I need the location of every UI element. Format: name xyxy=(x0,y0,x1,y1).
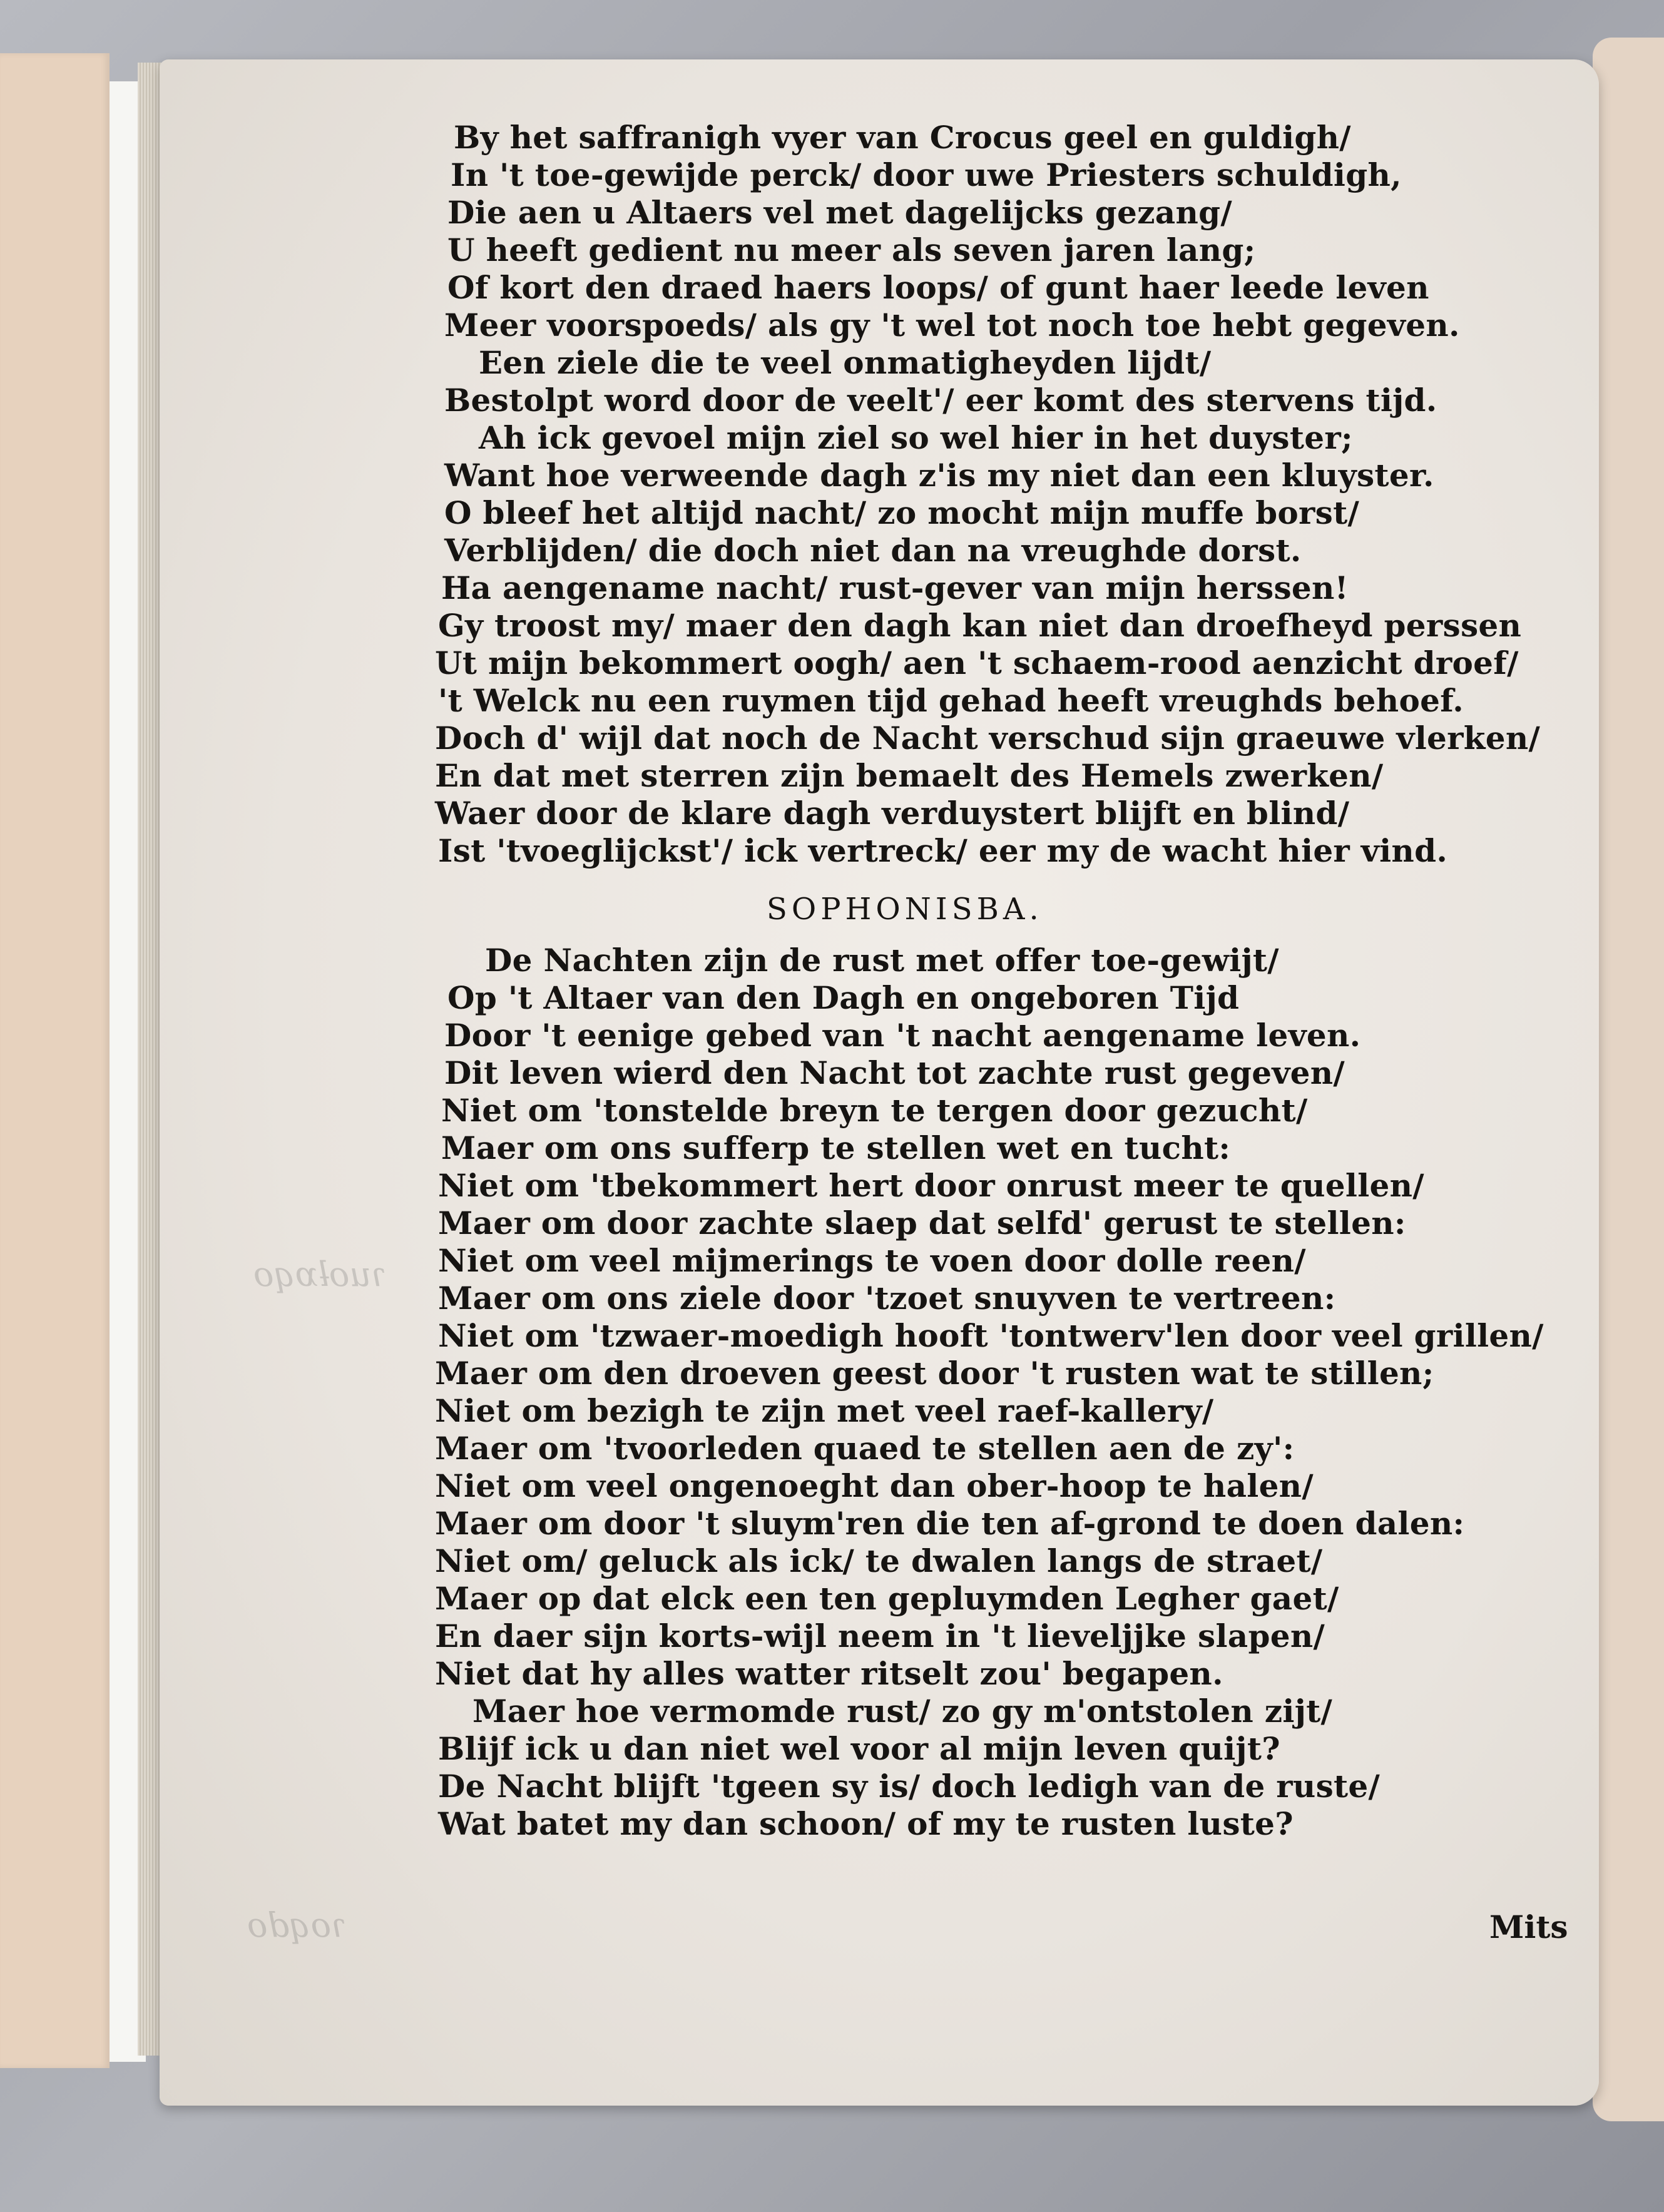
verse-line: Maer om den droeven geest door 't rusten wat te stillen; xyxy=(435,1355,1434,1392)
verse-line: Ist 'tvoeglijckst'/ ick vertreck/ eer my de wacht hier vind. xyxy=(438,832,1448,869)
verse-line: Niet om 'tonstelde breyn te tergen door gezucht/ xyxy=(441,1092,1308,1129)
verse-line: Die aen u Altaers vel met dagelijcks gezang/ xyxy=(447,194,1232,231)
verse-line: Maer om ons sufferp te stellen wet en tucht: xyxy=(441,1129,1231,1166)
verse-line: De Nachten zijn de rust met offer toe-gewijt/ xyxy=(485,942,1279,979)
verse-line: Meer voorspoeds/ als gy 't wel tot noch toe hebt gegeven. xyxy=(444,307,1460,344)
verse-line: Niet om veel mijmerings te voen door dolle reen/ xyxy=(438,1242,1306,1279)
verse-line: Maer om 'tvoorleden quaed te stellen aen de zy': xyxy=(435,1430,1295,1467)
verse-line: Niet dat hy alles watter ritselt zou' begapen. xyxy=(435,1655,1223,1692)
verse-line: Maer op dat elck een ten gepluymden Legher gaet/ xyxy=(435,1580,1339,1617)
verse-line: Maer om door 't sluym'ren die ten af-grond te doen dalen: xyxy=(435,1505,1465,1542)
verse-line: Maer om door zachte slaep dat selfd' gerust te stellen: xyxy=(438,1205,1406,1241)
verse-line: Maer hoe vermomde rust/ zo gy m'ontstolen zijt/ xyxy=(472,1693,1333,1730)
verse-line: Bestolpt word door de veelt'/ eer komt des stervens tijd. xyxy=(444,382,1437,419)
verse-line: Niet om bezigh te zijn met veel raef-kallery/ xyxy=(435,1392,1214,1429)
verse-line: By het saffranigh vyer van Crocus geel en guldigh/ xyxy=(454,119,1351,156)
verse-line: Ha aengename nacht/ rust-gever van mijn herssen! xyxy=(441,569,1349,606)
verse-line: Niet om/ geluck als ick/ te dwalen langs de straet/ xyxy=(435,1542,1323,1579)
book-page xyxy=(160,59,1599,2106)
verse-line: En dat met sterren zijn bemaelt des Hemels zwerken/ xyxy=(435,757,1384,794)
verse-line: Doch d' wijl dat noch de Nacht verschud sijn graeuwe vlerken/ xyxy=(435,720,1541,757)
verse-line: Een ziele die te veel onmatigheyden lijdt/ xyxy=(479,344,1212,381)
right-book-cover xyxy=(1593,38,1664,2121)
speaker-heading: SOPHONISBA. xyxy=(767,892,1043,927)
verse-line: Blijf ick u dan niet wel voor al mijn leven quijt? xyxy=(438,1730,1280,1767)
verse-line: Niet om veel ongenoeght dan ober-hoop te halen/ xyxy=(435,1467,1314,1504)
show-through-text: ɿoqdo xyxy=(247,1905,347,1945)
verse-line: Niet om 'tbekommert hert door onrust meer te quellen/ xyxy=(438,1167,1424,1204)
verse-line: Gy troost my/ maer den dagh kan niet dan droefheyd perssen xyxy=(438,607,1522,644)
catchword: Mits xyxy=(1489,1909,1568,1945)
verse-line: Of kort den draed haers loops/ of gunt haer leede leven xyxy=(447,269,1429,306)
verse-line: En daer sijn korts-wijl neem in 't lieveljjke slapen/ xyxy=(435,1618,1325,1654)
verse-line: U heeft gedient nu meer als seven jaren lang; xyxy=(447,232,1256,268)
verse-line: Op 't Altaer van den Dagh en ongeboren Tijd xyxy=(447,979,1240,1016)
verse-line: Waer door de klare dagh verduystert blijft en blind/ xyxy=(435,795,1350,832)
verse-line: 't Welck nu een ruymen tijd gehad heeft vreughds behoef. xyxy=(438,682,1464,719)
verse-line: Maer om ons ziele door 'tzoet snuyven te vertreen: xyxy=(438,1280,1336,1317)
verse-line: O bleef het altijd nacht/ zo mocht mijn muffe borst/ xyxy=(444,494,1360,531)
verse-line: Door 't eenige gebed van 't nacht aengename leven. xyxy=(444,1017,1361,1054)
verse-line: Want hoe verweende dagh z'is my niet dan een kluyster. xyxy=(444,457,1434,494)
show-through-text: ɿuoƚɒqo xyxy=(253,1255,387,1294)
verse-line: Niet om 'tzwaer-moedigh hooft 'tontwerv'len door veel grillen/ xyxy=(438,1317,1544,1354)
left-book-cover xyxy=(0,53,110,2068)
verse-line: De Nacht blijft 'tgeen sy is/ doch ledigh van de ruste/ xyxy=(438,1768,1381,1805)
verse-line: In 't toe-gewijde perck/ door uwe Priesters schuldigh, xyxy=(451,156,1402,193)
verse-line: Ah ick gevoel mijn ziel so wel hier in het duyster; xyxy=(479,419,1353,456)
verse-line: Ut mijn bekommert oogh/ aen 't schaem-rood aenzicht droef/ xyxy=(435,645,1519,681)
verse-line: Verblijden/ die doch niet dan na vreughde dorst. xyxy=(444,532,1302,569)
verse-line: Dit leven wierd den Nacht tot zachte rust gegeven/ xyxy=(444,1054,1345,1091)
verse-line: Wat batet my dan schoon/ of my te rusten luste? xyxy=(438,1805,1294,1842)
